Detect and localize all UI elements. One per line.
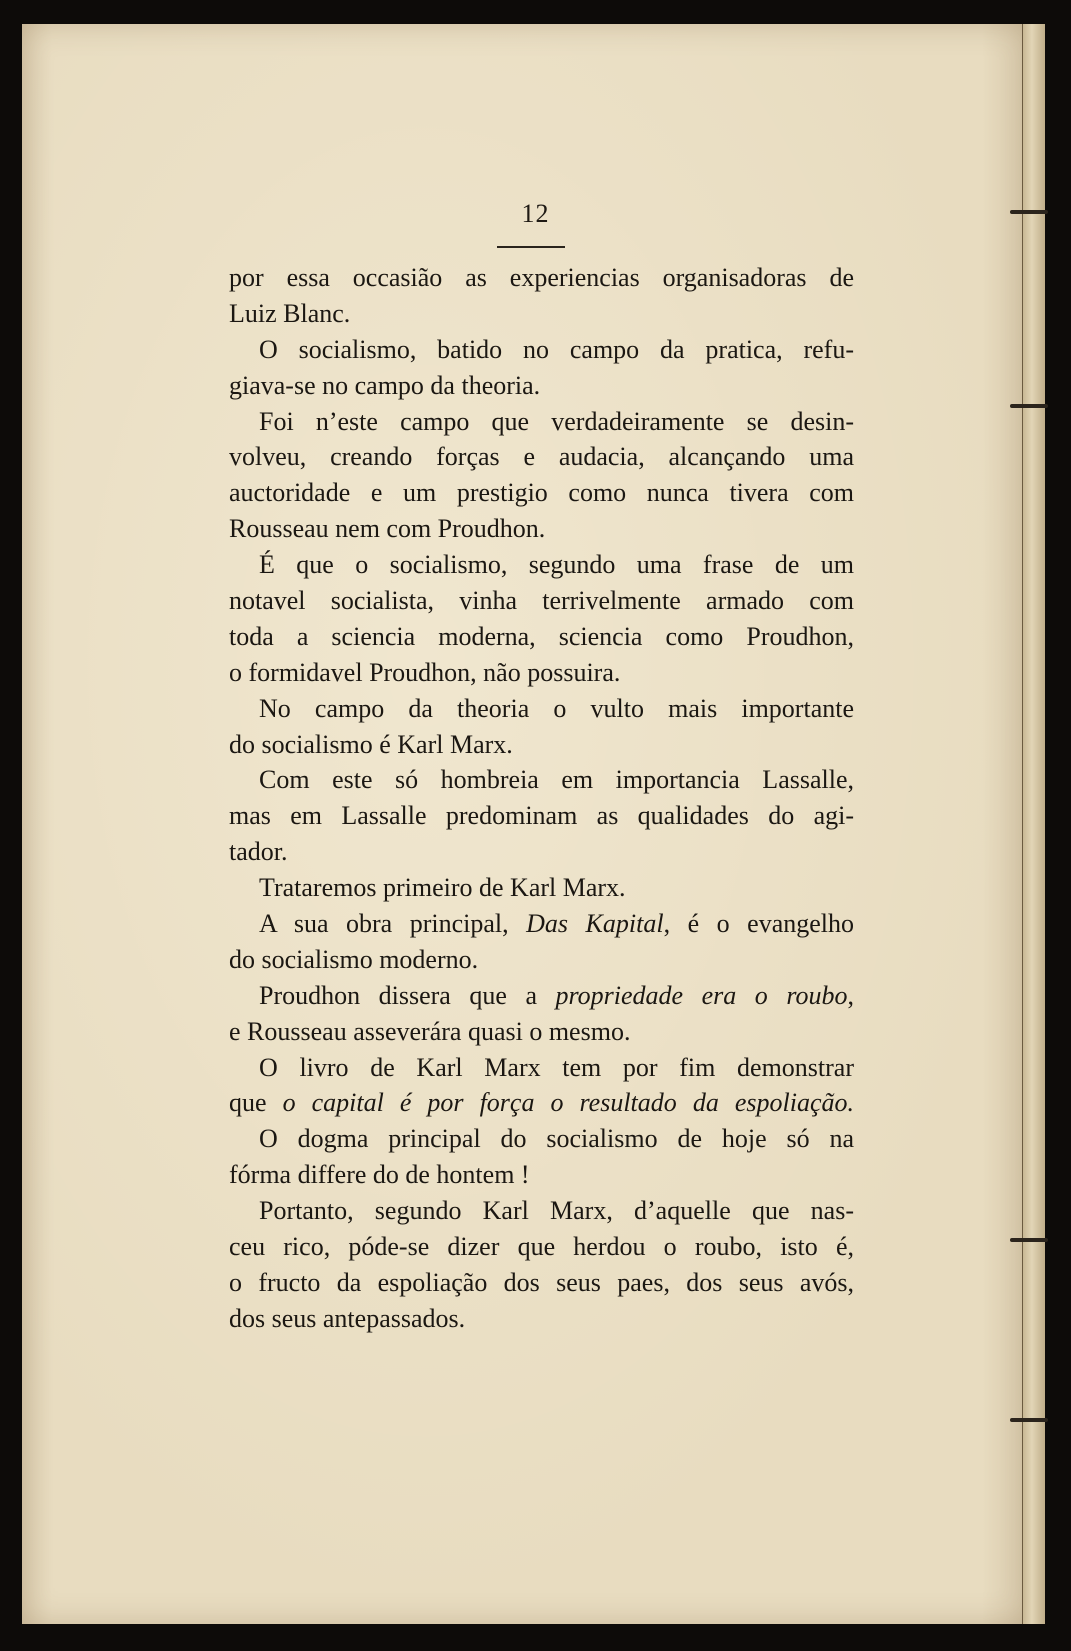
text-line [229, 1193, 854, 1229]
text-line [229, 439, 854, 475]
text-line [229, 1050, 854, 1086]
text-run: e Rousseau asseverára quasi o mesmo. [229, 1016, 631, 1046]
text-line [229, 727, 854, 763]
text-run: o fructo da espoliação dos seus paes, dos seus avós, [229, 1267, 854, 1297]
text-line [229, 1014, 854, 1050]
text-line [229, 906, 854, 942]
binding-stitch [1010, 1418, 1048, 1422]
text-run: o formidavel Proudhon, não possuira. [229, 657, 621, 687]
text-run: mas em Lassalle predominam as qualidades do agi- [229, 801, 854, 831]
text-run: volveu, creando forças e audacia, alcançando uma [229, 442, 854, 472]
text-run: , é o evangelho [663, 909, 854, 939]
text-run: Rousseau nem com Proudhon. [229, 514, 546, 544]
text-run: Luiz Blanc. [229, 298, 351, 328]
text-line [229, 798, 854, 834]
text-run: Foi n’este campo que verdadeiramente se desin- [259, 406, 854, 436]
binding-stitch [1010, 1238, 1048, 1242]
text-run: É que o socialismo, segundo uma frase de um [259, 550, 854, 580]
text-run: Portanto, segundo Karl Marx, d’aquelle que nas- [259, 1196, 854, 1226]
text-run: que [229, 1088, 283, 1118]
text-line [229, 475, 854, 511]
text-line [229, 368, 854, 404]
text-line [229, 619, 854, 655]
text-run: , [847, 980, 854, 1010]
text-run: tador. [229, 837, 288, 867]
text-run: Com este só hombreia em importancia Lassalle, [259, 765, 854, 795]
italic-text: o capital é por força o resultado da espoliação. [282, 1088, 854, 1118]
text-run: fórma differe do de hontem ! [229, 1160, 530, 1190]
text-run: giava-se no campo da theoria. [229, 370, 541, 400]
text-line [229, 834, 854, 870]
text-run: do socialismo é Karl Marx. [229, 729, 513, 759]
binding-stitch [1010, 404, 1048, 408]
text-run: auctoridade e um prestigio como nunca tivera com [229, 478, 854, 508]
text-line [229, 296, 854, 332]
text-line [229, 1157, 854, 1193]
page-number: 12 [521, 199, 550, 228]
italic-text: propriedade era o roubo [555, 980, 848, 1010]
text-run: ceu rico, póde-se dizer que herdou o roubo, isto é, [229, 1232, 854, 1262]
page-edge [1022, 24, 1045, 1624]
text-run: A sua obra principal, [259, 909, 527, 939]
text-line [229, 1121, 854, 1157]
text-line [229, 332, 854, 368]
text-line [229, 1085, 854, 1121]
text-line [229, 511, 854, 547]
text-line [229, 655, 854, 691]
italic-text: Das Kapital [526, 909, 664, 939]
text-run: O dogma principal do socialismo de hoje só na [259, 1124, 854, 1154]
text-line [229, 870, 854, 906]
text-line [229, 762, 854, 798]
text-run: No campo da theoria o vulto mais importante [259, 693, 854, 723]
text-run: dos seus antepassados. [229, 1303, 466, 1333]
text-line [229, 583, 854, 619]
text-run: toda a sciencia moderna, sciencia como Proudhon, [229, 621, 854, 651]
text-run: Trataremos primeiro de Karl Marx. [259, 873, 626, 903]
text-line [229, 1301, 854, 1337]
text-run: O socialismo, batido no campo da pratica, refu- [259, 334, 854, 364]
text-line [229, 942, 854, 978]
text-run: Proudhon dissera que a [259, 980, 556, 1010]
text-run: O livro de Karl Marx tem por fim demonstrar [259, 1052, 854, 1082]
text-run: por essa occasião as experiencias organisadoras de [229, 263, 854, 292]
text-line [229, 691, 854, 727]
text-line [229, 978, 854, 1014]
text-line [229, 260, 854, 296]
text-line [229, 404, 854, 440]
text-line [229, 1265, 854, 1301]
text-run: notavel socialista, vinha terrivelmente armado com [229, 586, 854, 616]
header-rule [497, 246, 565, 248]
text-line [229, 547, 854, 583]
text-run: do socialismo moderno. [229, 944, 479, 974]
body-text [229, 260, 854, 1337]
text-line [229, 1229, 854, 1265]
